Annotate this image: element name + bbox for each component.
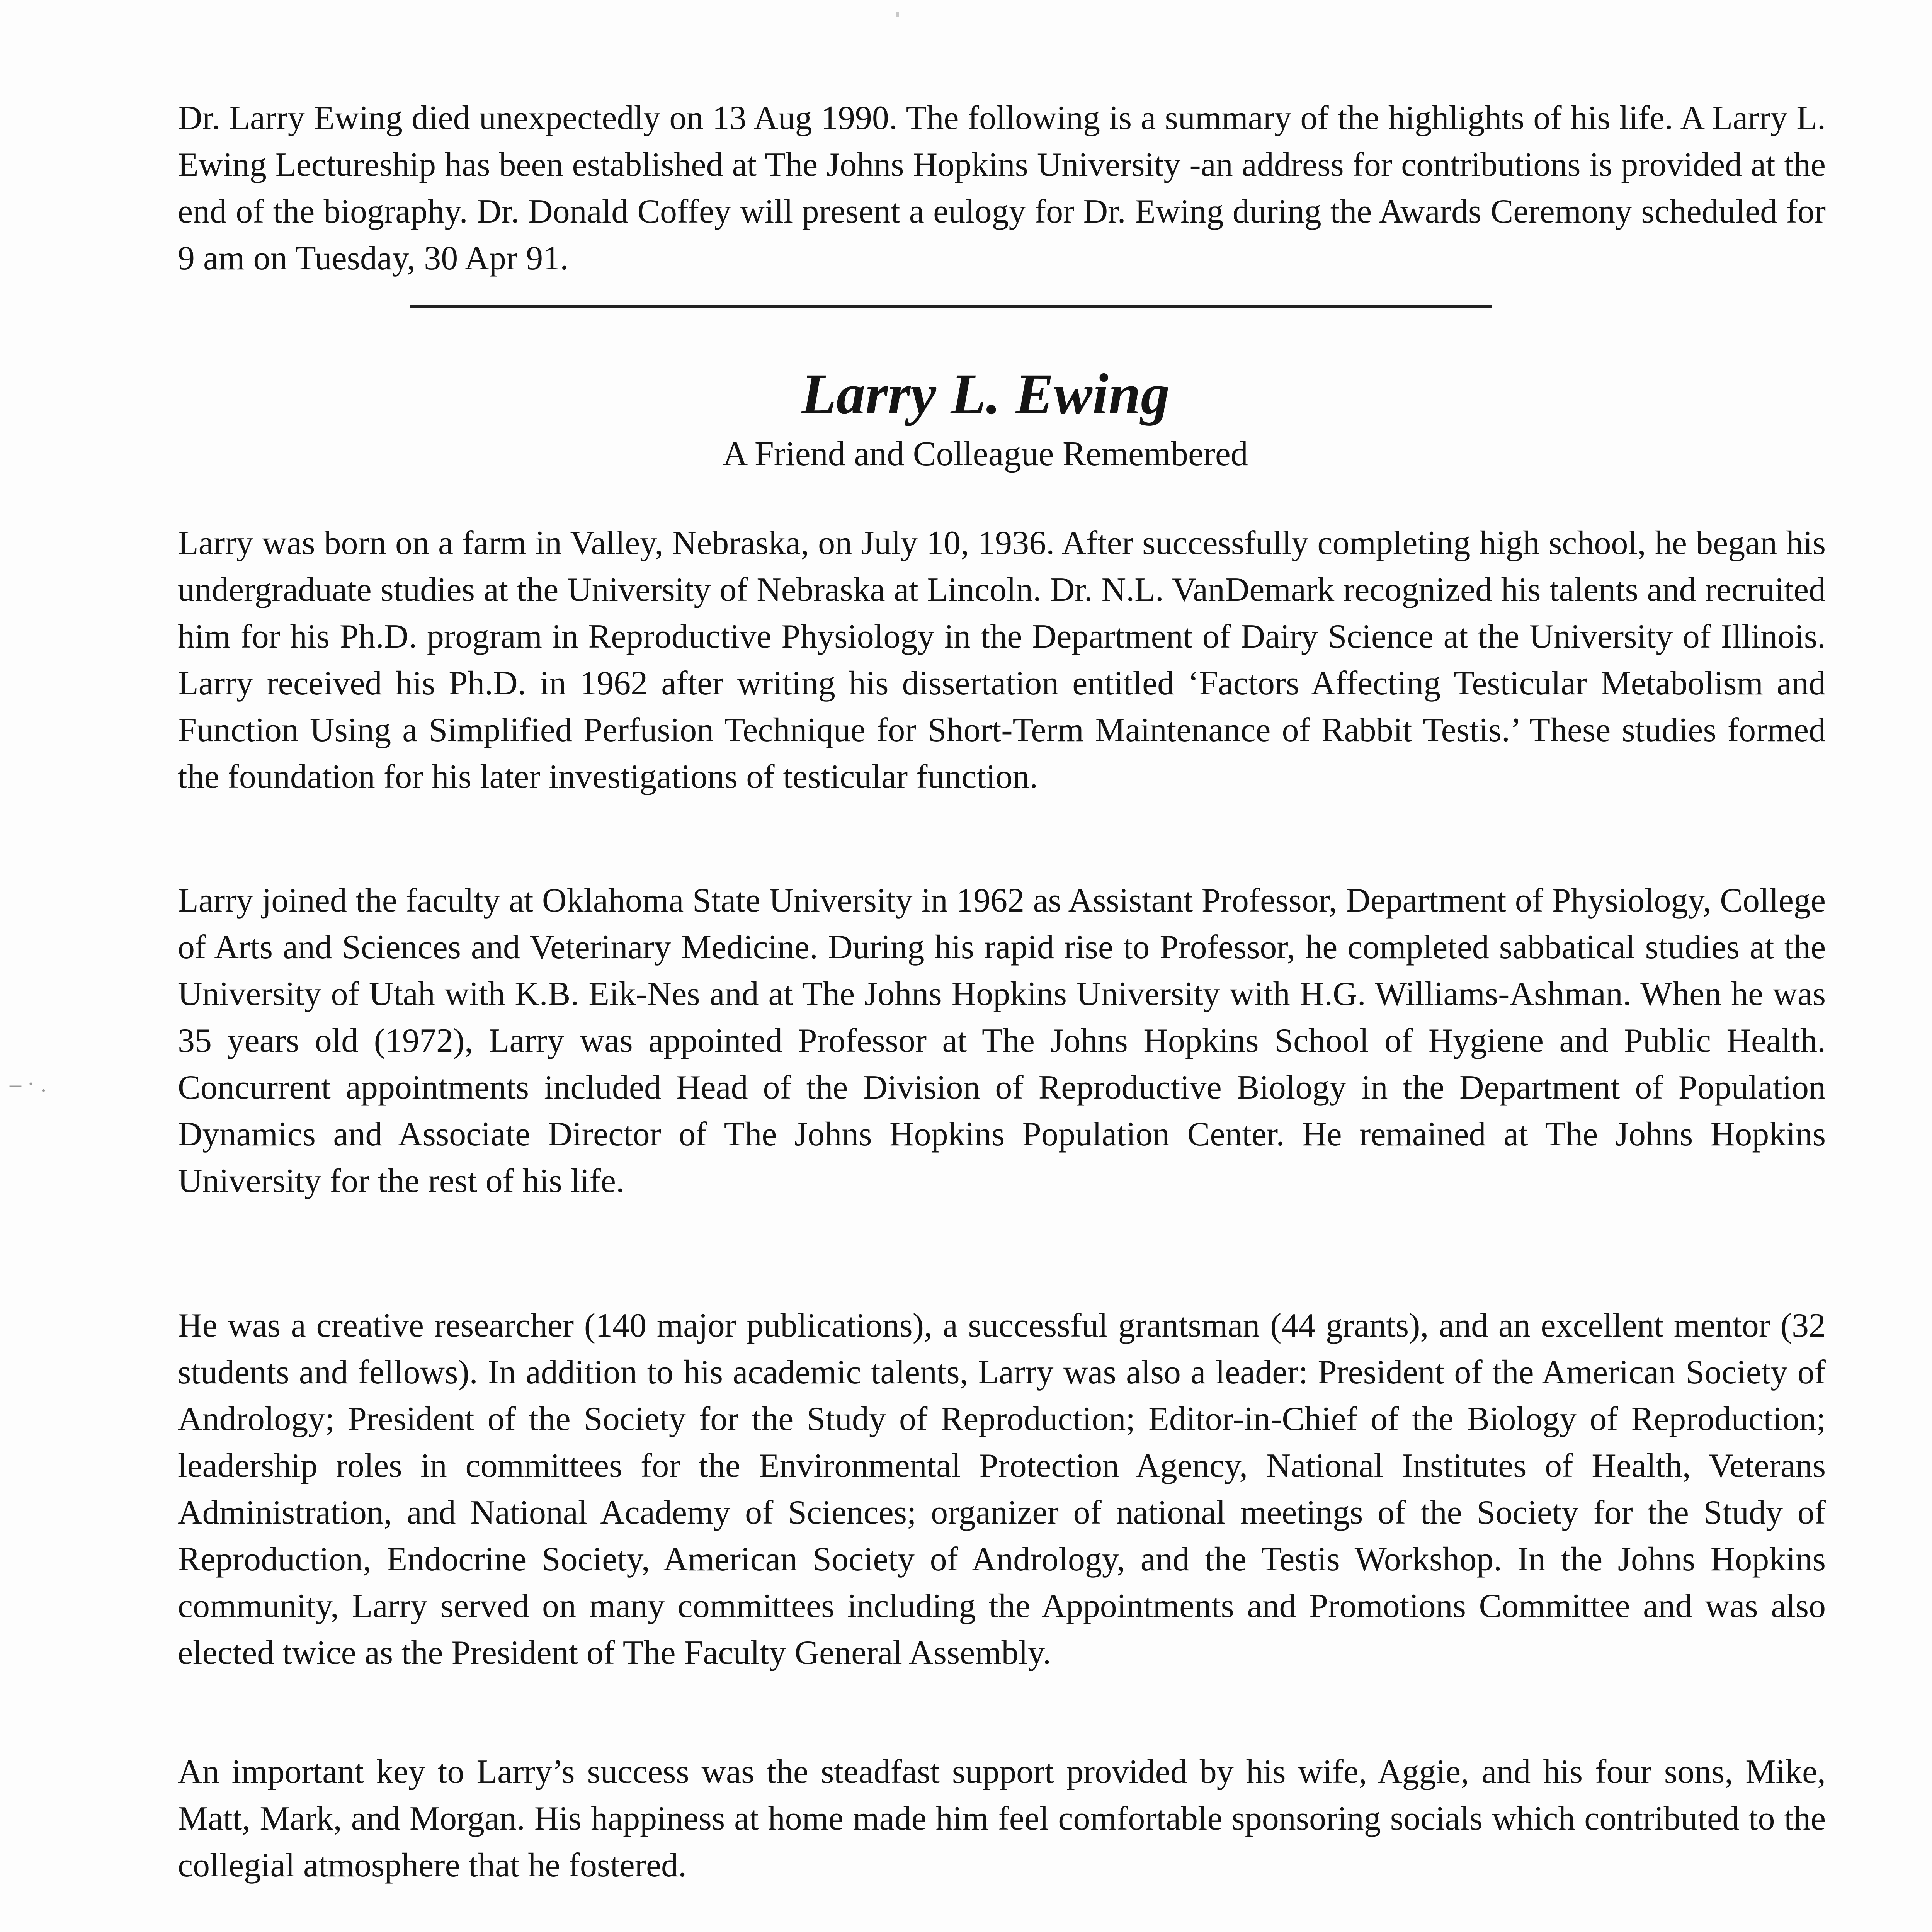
body-paragraph-early-life: Larry was born on a farm in Valley, Nebraska, on July 10, 1936. After successfully completing high school, he began his undergraduate studies at the University of Nebraska at Lincoln. Dr. N.L. VanDemark recognized his talents and recruited him for his Ph.D. program in Reproductive Physiology in the Department of Dairy Science at the University of Illinois. Larry received his Ph.D. in 1962 after writing his dissertation entitled ‘Factors Affecting Testicular Metabolism and Function Using a Simplified Perfusion Technique for Short-Term Maintenance of Rabbit Testis.’ These studies formed the foundation for his later investigations of testicular function. <box>178 524 1826 796</box>
scan-speck <box>896 12 899 17</box>
page-subtitle: A Friend and Colleague Remembered <box>723 435 1248 473</box>
body-paragraph-achievements: He was a creative researcher (140 major publications), a successful grantsman (44 grants), and an excellent mentor (32 students and fellows). In addition to his academic talents, Larry was also a leader: President of the American Society of Andrology; President of the Society for the Study of Reproduction; Editor-in-Chief of the Biology of Reproduction; leadership roles in committees for the Environmental Protection Agency, National Institutes of Health, Veterans Administration, and National Academy of Sciences; organizer of national meetings of the Society for the Study of Reproduction, Endocrine Society, American Society of Andrology, and the Testis Workshop. In the Johns Hopkins community, Larry served on many committees including the Appointments and Promotions Committee and was also elected twice as the President of The Faculty General Assembly. <box>178 1307 1826 1672</box>
page-title: Larry L. Ewing <box>801 362 1170 426</box>
intro-paragraph: Dr. Larry Ewing died unexpectedly on 13 Aug 1990. The following is a summary of the highlights of his life. A Larry L. Ewing Lectureship has been established at The Johns Hopkins University -an address for contributions is provided at the end of the biography. Dr. Donald Coffey will present a eulogy for Dr. Ewing during the Awards Ceremony scheduled for 9 am on Tuesday, 30 Apr 91. <box>178 99 1826 277</box>
margin-mark: – · . <box>10 1071 46 1097</box>
body-paragraph-career: Larry joined the faculty at Oklahoma State University in 1962 as Assistant Professor, Department of Physiology, College of Arts and Sciences and Veterinary Medicine. During his rapid rise to Professor, he completed sabbatical studies at the University of Utah with K.B. Eik-Nes and at The Johns Hopkins University with H.G. Williams-Ashman. When he was 35 years old (1972), Larry was appointed Professor at The Johns Hopkins School of Hygiene and Public Health. Concurrent appointments included Head of the Division of Reproductive Biology in the Department of Population Dynamics and Associate Director of The Johns Hopkins Population Center. He remained at The Johns Hopkins University for the rest of his life. <box>178 882 1826 1200</box>
top-divider <box>410 305 1492 308</box>
body-paragraph-family: An important key to Larry’s success was the steadfast support provided by his wife, Aggie, and his four sons, Mike, Matt, Mark, and Morgan. His happiness at home made him feel comfortable sponsoring socials which contributed to the collegial atmosphere that he fostered. <box>178 1753 1826 1884</box>
